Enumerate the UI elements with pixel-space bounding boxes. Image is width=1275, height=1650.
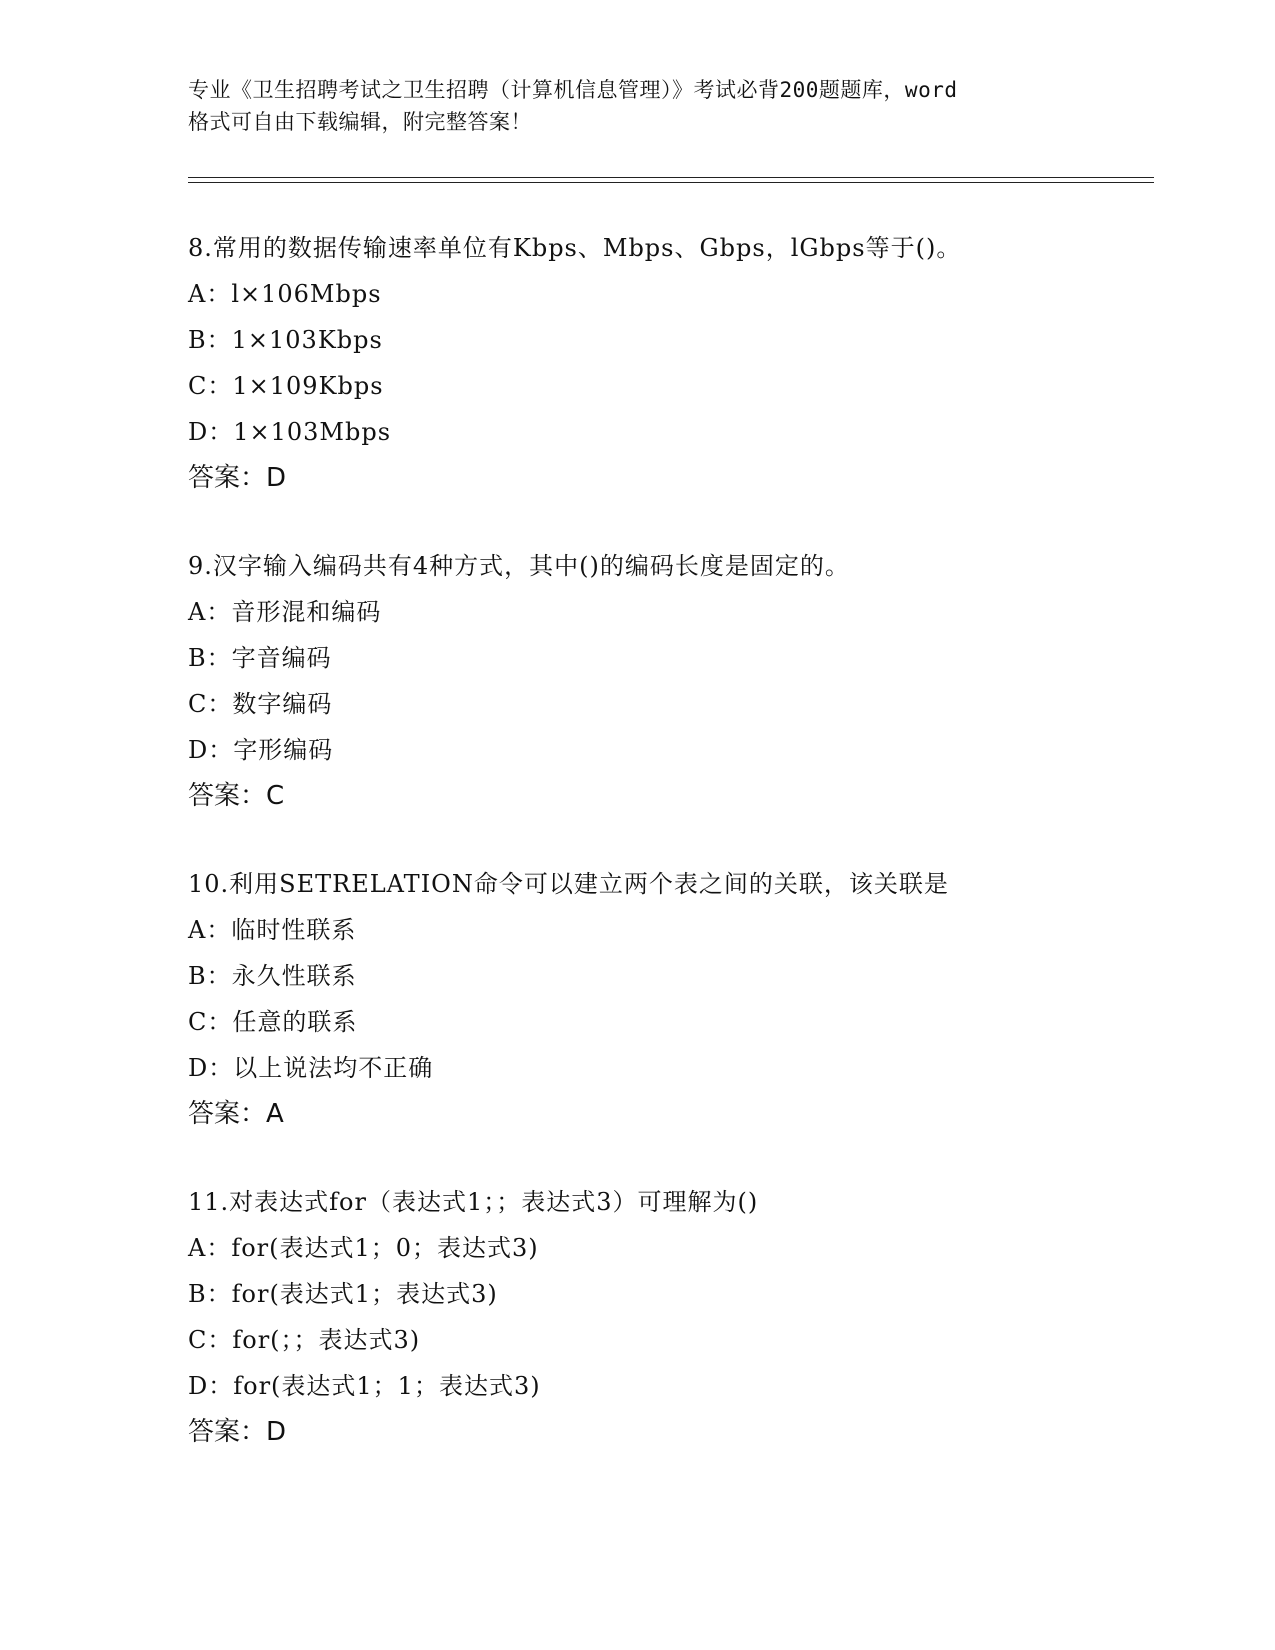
- option-a: A：临时性联系: [188, 916, 357, 944]
- option-d: D：1×103Mbps: [188, 418, 392, 446]
- answer-text: 答案：D: [188, 463, 287, 493]
- option-a: A：l×106Mbps: [188, 280, 382, 308]
- question-text: 10.利用SETRELATION命令可以建立两个表之间的关联，该关联是: [188, 870, 949, 898]
- option-c: C：任意的联系: [188, 1008, 358, 1036]
- option-c: C：for(；；表达式3): [188, 1326, 421, 1354]
- question-block: [188, 543, 1168, 819]
- answer-text: 答案：C: [188, 781, 285, 811]
- header-divider-top: [188, 177, 1154, 178]
- option-b: B：字音编码: [188, 644, 332, 672]
- option-b: B：for(表达式1；表达式3): [188, 1280, 498, 1308]
- option-d: D：for(表达式1；1；表达式3): [188, 1372, 541, 1400]
- option-c: C：1×109Kbps: [188, 372, 384, 400]
- question-block: [188, 861, 1168, 1137]
- option-b: B：1×103Kbps: [188, 326, 383, 354]
- option-d: D：以上说法均不正确: [188, 1054, 434, 1082]
- question-block: [188, 225, 1168, 501]
- option-c: C：数字编码: [188, 690, 333, 718]
- option-b: B：永久性联系: [188, 962, 357, 990]
- header-title-line-1: 专业《卫生招聘考试之卫生招聘（计算机信息管理）》考试必背200题题库，word: [188, 78, 958, 102]
- answer-text: 答案：D: [188, 1417, 287, 1447]
- question-block: [188, 1179, 1168, 1455]
- option-a: A：for(表达式1；0；表达式3): [188, 1234, 539, 1262]
- document-header: [188, 74, 1088, 138]
- option-a: A：音形混和编码: [188, 598, 382, 626]
- question-text: 11.对表达式for（表达式1；；表达式3）可理解为(): [188, 1188, 759, 1216]
- option-d: D：字形编码: [188, 736, 334, 764]
- question-text: 8.常用的数据传输速率单位有Kbps、Mbps、Gbps，lGbps等于()。: [188, 234, 962, 262]
- question-text: 9.汉字输入编码共有4种方式，其中()的编码长度是固定的。: [188, 552, 850, 580]
- header-title-line-2: 格式可自由下载编辑，附完整答案！: [188, 110, 532, 134]
- answer-text: 答案：A: [188, 1099, 284, 1129]
- header-divider-bottom: [188, 182, 1154, 183]
